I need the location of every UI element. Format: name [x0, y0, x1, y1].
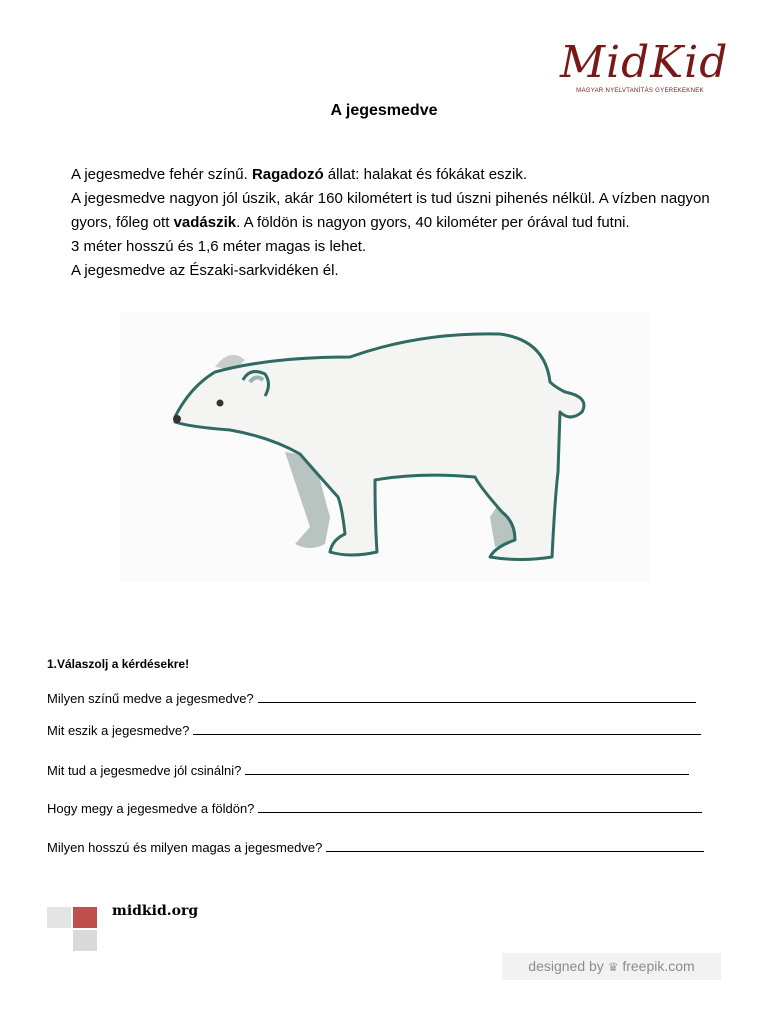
footer-square-gray-2 [73, 930, 97, 951]
para-line-1: A jegesmedve fehér színű. Ragadozó állat: halakat és fókákat eszik. [71, 166, 528, 183]
question-5: Milyen hosszú és milyen magas a jegesmedve? [47, 839, 704, 855]
para-line-2: A jegesmedve nagyon jól úszik, akár 160 kilométert is tud úszni pihenés nélkül. A vízben nagyon gyors, főleg ott vadászik. A földön is nagyon gyors, 40 kilométer per órával tud futni. [71, 190, 710, 231]
question-1: Milyen színű medve a jegesmedve? [47, 690, 696, 706]
answer-line-1[interactable] [258, 690, 696, 703]
midkid-logo [560, 37, 729, 94]
footer-square-gray-1 [47, 907, 71, 928]
footer-square-red [73, 907, 97, 928]
question-2: Mit eszik a jegesmedve? [47, 722, 701, 738]
para-line-3: 3 méter hosszú és 1,6 méter magas is lehet. [71, 238, 367, 255]
answer-line-5[interactable] [326, 839, 704, 852]
answer-line-2[interactable] [193, 722, 701, 735]
freepik-crown-icon: ♛ [607, 960, 619, 974]
freepik-watermark: designed by ♛ freepik.com [502, 953, 721, 980]
para-line-4: A jegesmedve az Északi-sarkvidéken él. [71, 262, 339, 279]
question-4: Hogy megy a jegesmedve a földön? [47, 800, 702, 816]
intro-paragraph [71, 163, 711, 283]
answer-line-4[interactable] [258, 800, 702, 813]
answer-line-3[interactable] [245, 762, 689, 775]
polar-bear-icon [120, 312, 650, 582]
logo-wordmark: MidKid [560, 37, 729, 88]
question-3: Mit tud a jegesmedve jól csinálni? [47, 762, 689, 778]
logo-tagline: MAGYAR NYELVTANÍTÁS GYEREKEKNEK [576, 88, 704, 94]
footer-site: midkid.org [112, 903, 199, 919]
page-title: A jegesmedve [330, 102, 438, 119]
task-title: 1.Válaszolj a kérdésekre! [47, 657, 190, 671]
